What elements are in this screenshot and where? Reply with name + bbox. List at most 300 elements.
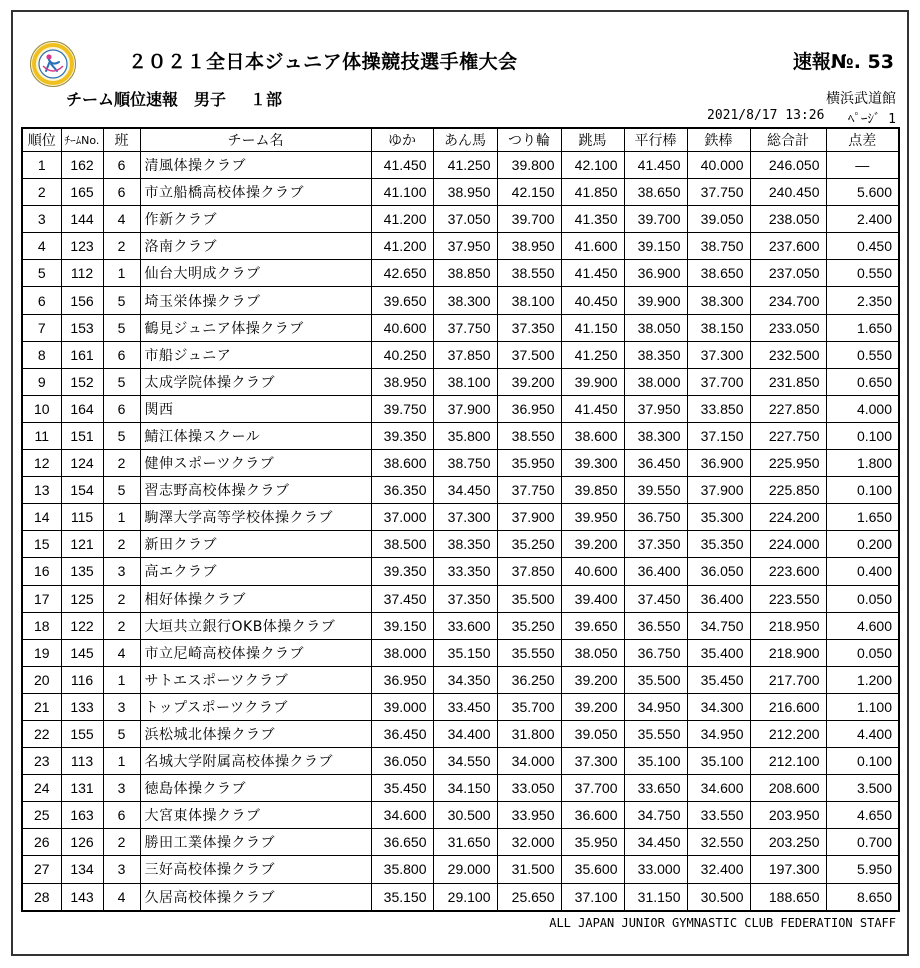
cell-horizontal-bar: 37.700 [687, 368, 750, 395]
cell-rings: 37.500 [497, 341, 561, 368]
cell-difference: 4.000 [826, 395, 899, 422]
column-header-total: 総合計 [750, 128, 826, 152]
cell-parallel-bars: 33.650 [624, 775, 687, 802]
cell-vault: 42.100 [561, 152, 624, 179]
cell-vault: 41.450 [561, 260, 624, 287]
cell-horizontal-bar: 37.900 [687, 477, 750, 504]
cell-horizontal-bar: 37.300 [687, 341, 750, 368]
subtitle-division: １部 [250, 90, 283, 109]
cell-team-no: 125 [61, 585, 103, 612]
cell-rank: 26 [22, 829, 61, 856]
cell-group: 1 [103, 504, 140, 531]
cell-team-name: 駒澤大学高等学校体操クラブ [140, 504, 371, 531]
cell-vault: 39.300 [561, 450, 624, 477]
cell-horizontal-bar: 34.300 [687, 693, 750, 720]
cell-rank: 22 [22, 720, 61, 747]
cell-difference: 1.100 [826, 693, 899, 720]
cell-parallel-bars: 36.400 [624, 558, 687, 585]
cell-rank: 19 [22, 639, 61, 666]
column-header-horizontal-bar: 鉄棒 [687, 128, 750, 152]
cell-team-name: 浜松城北体操クラブ [140, 720, 371, 747]
cell-horizontal-bar: 37.150 [687, 422, 750, 449]
cell-rings: 35.250 [497, 612, 561, 639]
cell-team-name: 大垣共立銀行OKB体操クラブ [140, 612, 371, 639]
cell-difference: 8.650 [826, 883, 899, 911]
cell-group: 6 [103, 395, 140, 422]
cell-rank: 1 [22, 152, 61, 179]
cell-rank: 10 [22, 395, 61, 422]
cell-team-name: 相好体操クラブ [140, 585, 371, 612]
cell-horizontal-bar: 35.100 [687, 748, 750, 775]
cell-team-name: 新田クラブ [140, 531, 371, 558]
cell-parallel-bars: 36.750 [624, 504, 687, 531]
cell-team-name: 鶴見ジュニア体操クラブ [140, 314, 371, 341]
cell-team-name: 三好高校体操クラブ [140, 856, 371, 883]
cell-rank: 15 [22, 531, 61, 558]
cell-team-no: 112 [61, 260, 103, 287]
cell-group: 5 [103, 720, 140, 747]
cell-parallel-bars: 34.950 [624, 693, 687, 720]
cell-team-no: 154 [61, 477, 103, 504]
cell-team-no: 133 [61, 693, 103, 720]
cell-team-no: 163 [61, 802, 103, 829]
cell-horizontal-bar: 32.400 [687, 856, 750, 883]
cell-floor: 36.650 [371, 829, 433, 856]
cell-floor: 35.150 [371, 883, 433, 911]
cell-parallel-bars: 38.000 [624, 368, 687, 395]
cell-team-name: 勝田工業体操クラブ [140, 829, 371, 856]
cell-rank: 5 [22, 260, 61, 287]
cell-total: 224.000 [750, 531, 826, 558]
cell-team-no: 131 [61, 775, 103, 802]
subtitle [66, 87, 282, 110]
cell-horizontal-bar: 36.900 [687, 450, 750, 477]
cell-team-no: 135 [61, 558, 103, 585]
cell-rings: 35.250 [497, 531, 561, 558]
cell-parallel-bars: 36.550 [624, 612, 687, 639]
cell-team-no: 162 [61, 152, 103, 179]
cell-difference: 0.100 [826, 477, 899, 504]
cell-floor: 40.600 [371, 314, 433, 341]
cell-group: 2 [103, 612, 140, 639]
cell-horizontal-bar: 37.750 [687, 179, 750, 206]
cell-group: 6 [103, 341, 140, 368]
cell-floor: 39.650 [371, 287, 433, 314]
cell-pommel-horse: 38.300 [433, 287, 497, 314]
column-header-rings: つり輪 [497, 128, 561, 152]
cell-floor: 35.800 [371, 856, 433, 883]
cell-horizontal-bar: 33.550 [687, 802, 750, 829]
table-row [22, 179, 899, 206]
cell-team-no: 152 [61, 368, 103, 395]
cell-team-no: 134 [61, 856, 103, 883]
cell-horizontal-bar: 38.300 [687, 287, 750, 314]
cell-rank: 12 [22, 450, 61, 477]
table-row [22, 206, 899, 233]
cell-team-name: 清風体操クラブ [140, 152, 371, 179]
table-row [22, 287, 899, 314]
cell-rings: 35.950 [497, 450, 561, 477]
cell-horizontal-bar: 34.600 [687, 775, 750, 802]
cell-rings: 37.850 [497, 558, 561, 585]
table-row [22, 748, 899, 775]
page-title: ２０２１全日本ジュニア体操競技選手権大会 [128, 51, 518, 73]
cell-parallel-bars: 34.450 [624, 829, 687, 856]
cell-pommel-horse: 33.600 [433, 612, 497, 639]
cell-horizontal-bar: 38.750 [687, 233, 750, 260]
cell-floor: 34.600 [371, 802, 433, 829]
cell-total: 203.250 [750, 829, 826, 856]
cell-total: 223.550 [750, 585, 826, 612]
cell-team-name: 健伸スポーツクラブ [140, 450, 371, 477]
cell-rank: 27 [22, 856, 61, 883]
cell-parallel-bars: 38.050 [624, 314, 687, 341]
cell-horizontal-bar: 34.750 [687, 612, 750, 639]
cell-group: 1 [103, 666, 140, 693]
cell-floor: 39.750 [371, 395, 433, 422]
cell-total: 227.850 [750, 395, 826, 422]
cell-rings: 38.550 [497, 260, 561, 287]
cell-group: 3 [103, 693, 140, 720]
cell-rings: 33.050 [497, 775, 561, 802]
datetime: 2021/8/17 13:26 [707, 108, 825, 123]
cell-group: 5 [103, 477, 140, 504]
cell-difference: 0.550 [826, 341, 899, 368]
cell-pommel-horse: 29.000 [433, 856, 497, 883]
cell-floor: 42.650 [371, 260, 433, 287]
footer-staff: ALL JAPAN JUNIOR GYMNASTIC CLUB FEDERATION STAFF [549, 916, 896, 930]
cell-vault: 39.200 [561, 531, 624, 558]
page-number: ﾍﾟｰｼﾞ 1 [847, 112, 896, 127]
cell-group: 1 [103, 748, 140, 775]
cell-floor: 38.500 [371, 531, 433, 558]
cell-team-name: 習志野高校体操クラブ [140, 477, 371, 504]
cell-pommel-horse: 34.400 [433, 720, 497, 747]
cell-difference: 0.050 [826, 639, 899, 666]
cell-pommel-horse: 37.300 [433, 504, 497, 531]
cell-parallel-bars: 39.900 [624, 287, 687, 314]
cell-vault: 39.200 [561, 666, 624, 693]
cell-total: 216.600 [750, 693, 826, 720]
cell-vault: 35.950 [561, 829, 624, 856]
cell-group: 3 [103, 856, 140, 883]
cell-team-name: 高エクラブ [140, 558, 371, 585]
column-header-pommel-horse: あん馬 [433, 128, 497, 152]
cell-rings: 39.800 [497, 152, 561, 179]
cell-total: 223.600 [750, 558, 826, 585]
cell-pommel-horse: 38.100 [433, 368, 497, 395]
cell-group: 3 [103, 558, 140, 585]
cell-vault: 38.600 [561, 422, 624, 449]
cell-team-no: 151 [61, 422, 103, 449]
cell-vault: 41.150 [561, 314, 624, 341]
cell-rings: 38.950 [497, 233, 561, 260]
cell-rank: 16 [22, 558, 61, 585]
cell-floor: 37.000 [371, 504, 433, 531]
cell-parallel-bars: 34.750 [624, 802, 687, 829]
cell-horizontal-bar: 39.050 [687, 206, 750, 233]
cell-difference: 1.800 [826, 450, 899, 477]
cell-total: 233.050 [750, 314, 826, 341]
cell-total: 218.900 [750, 639, 826, 666]
cell-pommel-horse: 33.450 [433, 693, 497, 720]
cell-pommel-horse: 38.350 [433, 531, 497, 558]
cell-group: 5 [103, 368, 140, 395]
cell-vault: 39.650 [561, 612, 624, 639]
cell-team-name: 関西 [140, 395, 371, 422]
cell-team-no: 164 [61, 395, 103, 422]
table-row [22, 368, 899, 395]
table-row [22, 477, 899, 504]
cell-group: 6 [103, 152, 140, 179]
cell-vault: 39.850 [561, 477, 624, 504]
cell-team-name: 洛南クラブ [140, 233, 371, 260]
venue: 横浜武道館 [826, 91, 896, 107]
report-number: 速報№. 53 [792, 51, 894, 73]
cell-vault: 39.200 [561, 693, 624, 720]
cell-team-no: 123 [61, 233, 103, 260]
cell-pommel-horse: 34.550 [433, 748, 497, 775]
cell-difference: 5.600 [826, 179, 899, 206]
cell-rank: 6 [22, 287, 61, 314]
cell-horizontal-bar: 36.400 [687, 585, 750, 612]
cell-parallel-bars: 36.750 [624, 639, 687, 666]
cell-team-no: 155 [61, 720, 103, 747]
cell-group: 1 [103, 260, 140, 287]
cell-total: 227.750 [750, 422, 826, 449]
cell-difference: 2.400 [826, 206, 899, 233]
cell-floor: 36.950 [371, 666, 433, 693]
cell-floor: 38.000 [371, 639, 433, 666]
cell-rank: 13 [22, 477, 61, 504]
cell-rings: 35.550 [497, 639, 561, 666]
cell-horizontal-bar: 35.400 [687, 639, 750, 666]
cell-difference: 1.200 [826, 666, 899, 693]
cell-difference: 1.650 [826, 314, 899, 341]
cell-parallel-bars: 38.350 [624, 341, 687, 368]
cell-rings: 36.950 [497, 395, 561, 422]
cell-total: 225.850 [750, 477, 826, 504]
cell-vault: 39.400 [561, 585, 624, 612]
cell-rings: 36.250 [497, 666, 561, 693]
cell-parallel-bars: 38.300 [624, 422, 687, 449]
table-row [22, 341, 899, 368]
cell-group: 5 [103, 422, 140, 449]
cell-team-name: 市立尼崎高校体操クラブ [140, 639, 371, 666]
cell-team-no: 145 [61, 639, 103, 666]
cell-team-name: 埼玉栄体操クラブ [140, 287, 371, 314]
table-row [22, 693, 899, 720]
cell-group: 2 [103, 585, 140, 612]
cell-team-no: 143 [61, 883, 103, 911]
cell-vault: 37.700 [561, 775, 624, 802]
cell-difference: 0.100 [826, 748, 899, 775]
cell-floor: 38.600 [371, 450, 433, 477]
cell-pommel-horse: 31.650 [433, 829, 497, 856]
subtitle-main: チーム順位速報 [66, 90, 179, 109]
cell-vault: 35.600 [561, 856, 624, 883]
cell-rings: 39.700 [497, 206, 561, 233]
cell-floor: 36.050 [371, 748, 433, 775]
cell-group: 3 [103, 775, 140, 802]
team-ranking-table [21, 127, 900, 912]
cell-rank: 21 [22, 693, 61, 720]
cell-group: 5 [103, 314, 140, 341]
cell-team-no: 153 [61, 314, 103, 341]
cell-total: 203.950 [750, 802, 826, 829]
cell-total: 234.700 [750, 287, 826, 314]
cell-rings: 35.700 [497, 693, 561, 720]
cell-vault: 40.450 [561, 287, 624, 314]
cell-rings: 33.950 [497, 802, 561, 829]
cell-horizontal-bar: 36.050 [687, 558, 750, 585]
cell-group: 4 [103, 206, 140, 233]
cell-group: 5 [103, 287, 140, 314]
cell-floor: 41.200 [371, 206, 433, 233]
cell-parallel-bars: 31.150 [624, 883, 687, 911]
table-row [22, 585, 899, 612]
cell-team-name: 徳島体操クラブ [140, 775, 371, 802]
cell-team-name: 大宮東体操クラブ [140, 802, 371, 829]
cell-total: 197.300 [750, 856, 826, 883]
cell-vault: 39.950 [561, 504, 624, 531]
table-row [22, 802, 899, 829]
cell-difference: 2.350 [826, 287, 899, 314]
cell-team-no: 144 [61, 206, 103, 233]
cell-pommel-horse: 35.800 [433, 422, 497, 449]
table-row [22, 856, 899, 883]
cell-rank: 24 [22, 775, 61, 802]
cell-parallel-bars: 33.000 [624, 856, 687, 883]
cell-team-no: 113 [61, 748, 103, 775]
cell-total: 225.950 [750, 450, 826, 477]
cell-total: 240.450 [750, 179, 826, 206]
cell-difference: 4.600 [826, 612, 899, 639]
cell-rings: 25.650 [497, 883, 561, 911]
cell-total: 217.700 [750, 666, 826, 693]
table-row [22, 260, 899, 287]
cell-difference: 0.450 [826, 233, 899, 260]
cell-floor: 39.150 [371, 612, 433, 639]
cell-group: 4 [103, 639, 140, 666]
cell-rank: 20 [22, 666, 61, 693]
cell-floor: 41.450 [371, 152, 433, 179]
cell-rings: 35.500 [497, 585, 561, 612]
cell-pommel-horse: 37.950 [433, 233, 497, 260]
table-row [22, 775, 899, 802]
cell-pommel-horse: 38.750 [433, 450, 497, 477]
cell-team-name: 市船ジュニア [140, 341, 371, 368]
cell-pommel-horse: 37.900 [433, 395, 497, 422]
cell-difference: 0.700 [826, 829, 899, 856]
cell-rank: 9 [22, 368, 61, 395]
cell-team-name: 作新クラブ [140, 206, 371, 233]
cell-floor: 41.100 [371, 179, 433, 206]
cell-horizontal-bar: 38.150 [687, 314, 750, 341]
cell-pommel-horse: 35.150 [433, 639, 497, 666]
cell-floor: 40.250 [371, 341, 433, 368]
cell-vault: 41.450 [561, 395, 624, 422]
cell-vault: 39.050 [561, 720, 624, 747]
cell-total: 246.050 [750, 152, 826, 179]
cell-parallel-bars: 39.700 [624, 206, 687, 233]
cell-pommel-horse: 34.450 [433, 477, 497, 504]
cell-horizontal-bar: 33.850 [687, 395, 750, 422]
cell-parallel-bars: 41.450 [624, 152, 687, 179]
cell-difference: 1.650 [826, 504, 899, 531]
cell-total: 237.050 [750, 260, 826, 287]
cell-rank: 8 [22, 341, 61, 368]
cell-pommel-horse: 33.350 [433, 558, 497, 585]
cell-horizontal-bar: 35.450 [687, 666, 750, 693]
cell-total: 238.050 [750, 206, 826, 233]
cell-horizontal-bar: 38.650 [687, 260, 750, 287]
table-row [22, 314, 899, 341]
cell-horizontal-bar: 40.000 [687, 152, 750, 179]
cell-parallel-bars: 35.100 [624, 748, 687, 775]
federation-logo-icon [29, 40, 77, 88]
cell-rank: 7 [22, 314, 61, 341]
cell-rings: 37.350 [497, 314, 561, 341]
cell-floor: 36.450 [371, 720, 433, 747]
cell-group: 4 [103, 883, 140, 911]
cell-floor: 39.000 [371, 693, 433, 720]
cell-rings: 31.800 [497, 720, 561, 747]
cell-team-no: 126 [61, 829, 103, 856]
cell-team-no: 161 [61, 341, 103, 368]
cell-pommel-horse: 38.850 [433, 260, 497, 287]
cell-floor: 39.350 [371, 558, 433, 585]
cell-total: 224.200 [750, 504, 826, 531]
cell-pommel-horse: 37.850 [433, 341, 497, 368]
cell-team-no: 115 [61, 504, 103, 531]
cell-team-name: 名城大学附属高校体操クラブ [140, 748, 371, 775]
cell-vault: 38.050 [561, 639, 624, 666]
cell-difference: — [826, 152, 899, 179]
subtitle-gender: 男子 [194, 90, 227, 109]
cell-team-name: 鯖江体操スクール [140, 422, 371, 449]
cell-rank: 2 [22, 179, 61, 206]
cell-total: 212.100 [750, 748, 826, 775]
cell-pommel-horse: 34.350 [433, 666, 497, 693]
cell-floor: 41.200 [371, 233, 433, 260]
cell-rings: 39.200 [497, 368, 561, 395]
cell-group: 2 [103, 531, 140, 558]
cell-team-name: サトエスポーツクラブ [140, 666, 371, 693]
cell-pommel-horse: 29.100 [433, 883, 497, 911]
cell-pommel-horse: 30.500 [433, 802, 497, 829]
cell-rank: 4 [22, 233, 61, 260]
cell-rank: 11 [22, 422, 61, 449]
cell-total: 237.600 [750, 233, 826, 260]
cell-vault: 41.850 [561, 179, 624, 206]
table-row [22, 612, 899, 639]
cell-rings: 37.900 [497, 504, 561, 531]
table-row [22, 450, 899, 477]
cell-group: 2 [103, 233, 140, 260]
cell-rank: 18 [22, 612, 61, 639]
cell-rings: 42.150 [497, 179, 561, 206]
cell-vault: 41.250 [561, 341, 624, 368]
cell-group: 2 [103, 829, 140, 856]
table-row [22, 233, 899, 260]
cell-horizontal-bar: 34.950 [687, 720, 750, 747]
cell-horizontal-bar: 30.500 [687, 883, 750, 911]
cell-rings: 31.500 [497, 856, 561, 883]
column-header-team-name: チーム名 [140, 128, 371, 152]
column-header-vault: 跳馬 [561, 128, 624, 152]
column-header-difference: 点差 [826, 128, 899, 152]
